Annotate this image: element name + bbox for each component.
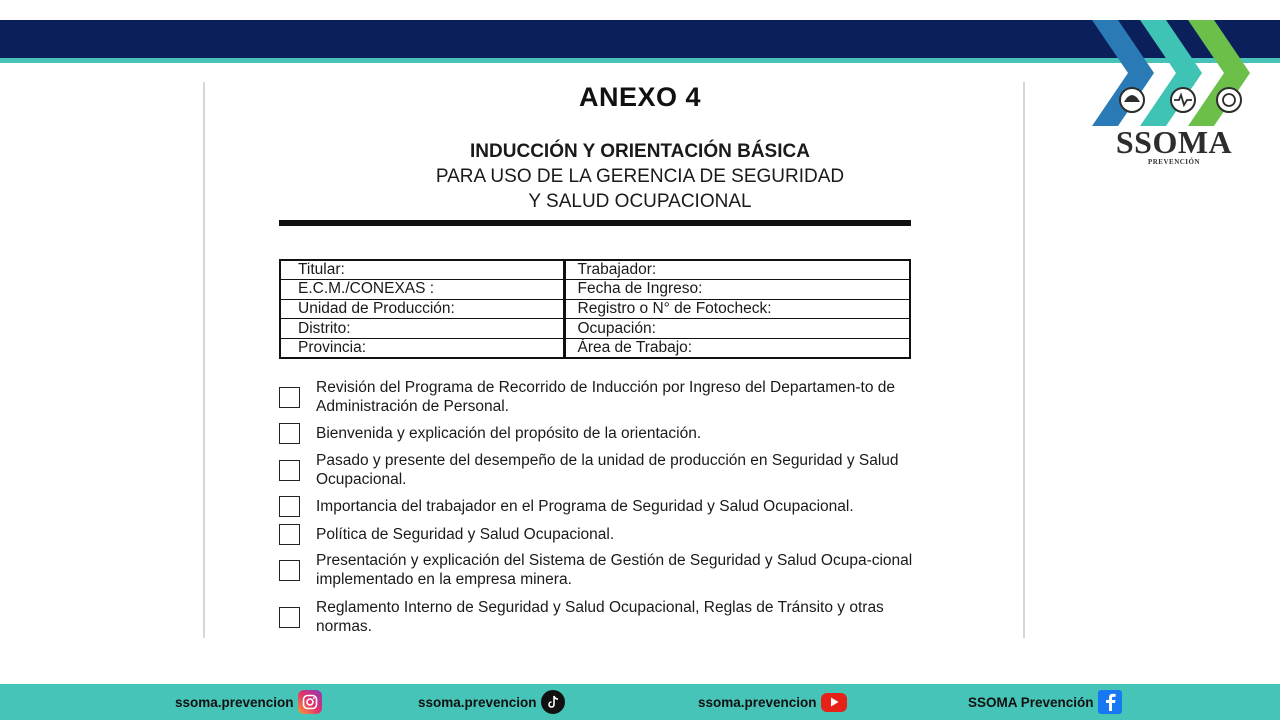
checklist-item — [279, 423, 919, 444]
checklist-item-label: Presentación y explicación del Sistema de Gestión de Seguridad y Salud Ocupa-cional implementado en la empresa minera. — [316, 552, 913, 588]
checkbox[interactable] — [279, 496, 300, 517]
checkbox[interactable] — [279, 387, 300, 408]
field-unidad-produccion: Unidad de Producción: — [280, 299, 564, 319]
checkbox[interactable] — [279, 607, 300, 628]
facebook-icon — [1098, 690, 1122, 714]
facebook-link[interactable] — [968, 689, 1122, 715]
youtube-icon — [821, 693, 847, 712]
field-fecha-ingreso: Fecha de Ingreso: — [564, 280, 910, 300]
checkbox[interactable] — [279, 460, 300, 481]
checklist-item-label: Pasado y presente del desempeño de la unidad de producción en Seguridad y Salud Ocupacional. — [316, 452, 899, 488]
checklist-item — [279, 598, 919, 636]
checklist-item — [279, 378, 919, 416]
checkbox[interactable] — [279, 423, 300, 444]
checkbox[interactable] — [279, 560, 300, 581]
checklist-item-label: Política de Seguridad y Salud Ocupacional. — [316, 526, 615, 543]
checklist-item-label: Bienvenida y explicación del propósito de la orientación. — [316, 425, 702, 442]
document-subtitle-line2: Y SALUD OCUPACIONAL — [528, 191, 752, 212]
field-distrito: Distrito: — [280, 319, 564, 339]
field-trabajador: Trabajador: — [577, 261, 657, 279]
table-row — [280, 338, 910, 358]
document-subtitle-line1: PARA USO DE LA GERENCIA DE SEGURIDAD — [435, 166, 845, 187]
title-divider — [279, 220, 911, 226]
youtube-link[interactable] — [698, 689, 847, 715]
checkbox[interactable] — [279, 524, 300, 545]
field-registro-fotocheck: Registro o N° de Fotocheck: — [564, 299, 910, 319]
checklist-item — [279, 496, 919, 517]
field-area-trabajo: Área de Trabajo: — [564, 338, 910, 358]
tiktok-icon — [541, 690, 565, 714]
checklist-item — [279, 524, 919, 545]
checklist-item-label: Importancia del trabajador en el Programa de Seguridad y Salud Ocupacional. — [316, 498, 854, 515]
logo-wordmark: SSOMA — [1115, 124, 1233, 160]
checklist-item-label: Revisión del Programa de Recorrido de Inducción por Ingreso del Departamen-to de Administración de Personal. — [316, 379, 895, 415]
checklist-item — [279, 551, 919, 589]
tiktok-handle: ssoma.prevencion — [418, 694, 537, 710]
checklist-item-label: Reglamento Interno de Seguridad y Salud Ocupacional, Reglas de Tránsito y otras normas. — [316, 599, 884, 635]
logo-subtitle: PREVENCIÓN — [1147, 158, 1201, 166]
tiktok-link[interactable] — [418, 689, 565, 715]
annex-title: ANEXO 4 — [578, 82, 702, 112]
facebook-page-name: SSOMA Prevención — [968, 694, 1094, 710]
field-titular: Titular: — [280, 260, 564, 280]
instagram-link[interactable] — [175, 689, 322, 715]
table-row — [280, 299, 910, 319]
youtube-handle: ssoma.prevencion — [698, 694, 817, 710]
field-ecm-conexas: E.C.M./CONEXAS : — [280, 280, 564, 300]
table-row — [280, 260, 910, 280]
checklist-item — [279, 451, 919, 489]
table-row — [280, 280, 910, 300]
field-provincia: Provincia: — [280, 338, 564, 358]
field-ocupacion: Ocupación: — [564, 319, 910, 339]
table-row — [280, 319, 910, 339]
worker-info-table — [279, 259, 911, 359]
instagram-icon — [298, 690, 322, 714]
instagram-handle: ssoma.prevencion — [175, 694, 294, 710]
document-title: INDUCCIÓN Y ORIENTACIÓN BÁSICA — [470, 141, 810, 162]
